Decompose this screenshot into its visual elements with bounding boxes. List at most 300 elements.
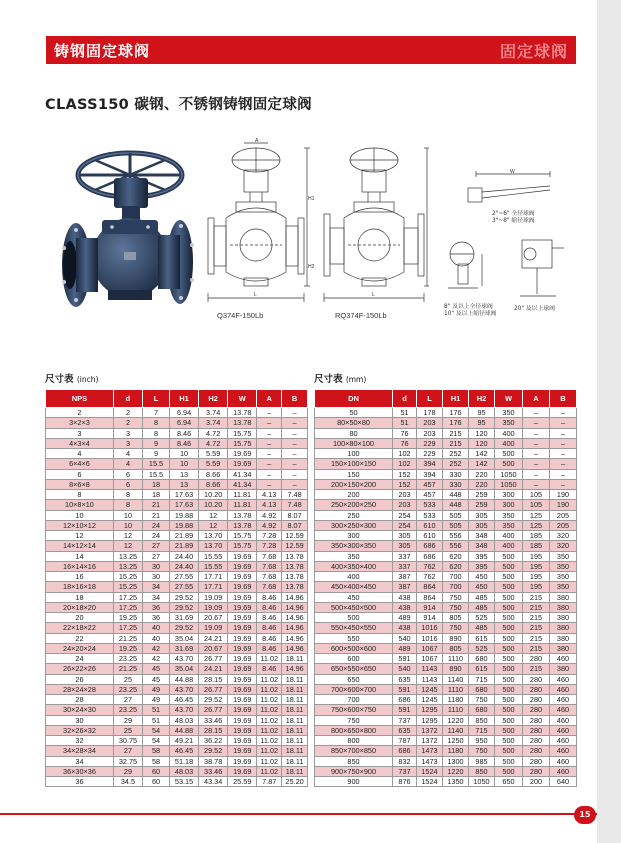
mm-table-cell: 500 — [495, 705, 523, 715]
inch-table-cell: 8.46 — [257, 613, 282, 623]
mm-table-cell: 500 — [495, 613, 523, 623]
inch-table-header-cell: A — [257, 390, 282, 408]
table-row — [46, 490, 308, 500]
mm-table-cell: 380 — [550, 613, 577, 623]
inch-table-cell: – — [282, 428, 308, 438]
mm-table-cell: 635 — [393, 725, 417, 735]
mm-table-cell: 252 — [443, 459, 469, 469]
mm-table-cell: 500 — [495, 592, 523, 602]
inch-table-cell: 41.34 — [228, 469, 257, 479]
inch-table-header-cell: L — [143, 390, 170, 408]
inch-table-cell: 24×20×24 — [46, 643, 114, 653]
inch-table-cell: 17.25 — [113, 602, 142, 612]
mm-table-cell: 500 — [495, 664, 523, 674]
inch-table-cell: 19.88 — [169, 510, 198, 520]
inch-table-cell: 7.28 — [257, 531, 282, 541]
inch-table-cell: 26×22×26 — [46, 664, 114, 674]
mm-table-cell: 300 — [315, 531, 393, 541]
mm-table-cell: 500 — [495, 623, 523, 633]
inch-table-title — [45, 371, 98, 385]
mm-dimension-table — [314, 389, 577, 787]
inch-table-cell: 19.69 — [228, 684, 257, 694]
inch-table-cell: 8×6×8 — [46, 479, 114, 489]
inch-table-cell: 44.88 — [169, 725, 198, 735]
mm-table-cell: 305 — [393, 531, 417, 541]
mm-table-cell: 300×250×300 — [315, 520, 393, 530]
inch-table-cell: 15.75 — [228, 531, 257, 541]
mm-table-cell: 259 — [469, 490, 495, 500]
inch-table-cell: – — [282, 408, 308, 418]
inch-table-cell: 10 — [169, 459, 198, 469]
inch-table-cell: 27 — [113, 695, 142, 705]
table-row — [46, 541, 308, 551]
inch-table-cell: 28.15 — [199, 725, 228, 735]
mm-table-cell: 203 — [417, 418, 443, 428]
mm-table-cell: 150 — [315, 469, 393, 479]
mm-table-cell: 380 — [550, 664, 577, 674]
mm-table-cell: 900 — [315, 777, 393, 787]
inch-table-cell: 18.11 — [282, 684, 308, 694]
inch-table-cell: 29.52 — [199, 695, 228, 705]
mm-table-cell: 102 — [393, 449, 417, 459]
mm-table-cell: 505 — [443, 510, 469, 520]
inch-table-cell: 19.69 — [228, 602, 257, 612]
table-row — [46, 623, 308, 633]
table-row — [46, 746, 308, 756]
mm-table-cell: 380 — [550, 633, 577, 643]
mm-table-cell: 890 — [443, 633, 469, 643]
mm-table-cell: 195 — [523, 551, 550, 561]
dim-label-l: L — [254, 292, 257, 298]
inch-table-cell: 60 — [143, 777, 170, 787]
inch-table-cell: 19.09 — [199, 602, 228, 612]
inch-table-cell: 29.52 — [169, 602, 198, 612]
mm-table-cell: 1350 — [443, 777, 469, 787]
inch-table-cell: 15.75 — [228, 428, 257, 438]
table-row — [46, 531, 308, 541]
inch-table-cell: 7.68 — [257, 572, 282, 582]
inch-table-cell: 8 — [113, 500, 142, 510]
inch-table-cell: 12 — [46, 531, 114, 541]
drawing-label-rq374f: RQ374F-150Lb — [335, 311, 387, 320]
inch-table-cell: 15.25 — [113, 572, 142, 582]
inch-table-cell: 19.69 — [228, 582, 257, 592]
mm-table-cell: 142 — [469, 459, 495, 469]
inch-table-cell: 42 — [143, 654, 170, 664]
mm-table-cell: 337 — [393, 561, 417, 571]
inch-table-cell: 8 — [46, 490, 114, 500]
mm-table-cell: 200 — [523, 777, 550, 787]
inch-table-title-text: 尺寸表 — [45, 374, 74, 385]
mm-table-cell: 650×550×650 — [315, 664, 393, 674]
mm-table-header-cell: B — [550, 390, 577, 408]
mm-table-cell: 500 — [315, 613, 393, 623]
table-row — [315, 613, 577, 623]
table-row — [315, 520, 577, 530]
mm-table-cell: 350 — [550, 561, 577, 571]
mm-table-cell: 387 — [393, 582, 417, 592]
mm-table-unit: (mm) — [345, 375, 367, 384]
mm-table-cell: 460 — [550, 736, 577, 746]
mm-table-cell: 102 — [393, 459, 417, 469]
mm-table-cell: 1067 — [417, 643, 443, 653]
table-row — [46, 695, 308, 705]
mm-table-cell: 380 — [550, 643, 577, 653]
inch-table-cell: – — [282, 469, 308, 479]
mm-table-cell: 438 — [393, 592, 417, 602]
inch-table-cell: 8.46 — [257, 664, 282, 674]
inch-table-cell: 7 — [143, 408, 170, 418]
inch-table-cell: 13.78 — [228, 408, 257, 418]
inch-table-cell: 19.69 — [228, 725, 257, 735]
mm-table-cell: – — [523, 408, 550, 418]
valve-drawing-q374f — [200, 138, 315, 310]
mm-table-cell: 229 — [417, 449, 443, 459]
mm-table-cell: 500 — [495, 674, 523, 684]
inch-table-cell: 7.68 — [257, 582, 282, 592]
inch-table-cell: 42 — [143, 643, 170, 653]
inch-table-cell: 11.02 — [257, 695, 282, 705]
mm-table-cell: 1050 — [495, 479, 523, 489]
mm-table-cell: 400×350×400 — [315, 561, 393, 571]
inch-table-cell: 22×18×22 — [46, 623, 114, 633]
inch-table-cell: 19.69 — [228, 736, 257, 746]
inch-table-cell: – — [257, 479, 282, 489]
mm-table-cell: 1250 — [443, 736, 469, 746]
inch-table-cell: 24 — [46, 654, 114, 664]
mm-table-cell: 450 — [469, 572, 495, 582]
inch-table-cell: 8.46 — [257, 623, 282, 633]
inch-table-cell: 13 — [169, 469, 198, 479]
mm-table-cell: 876 — [393, 777, 417, 787]
mm-table-cell: 305 — [469, 520, 495, 530]
table-row — [315, 582, 577, 592]
mm-table-cell: 125 — [523, 510, 550, 520]
mm-table-cell: 610 — [417, 531, 443, 541]
table-row — [315, 746, 577, 756]
mm-table-cell: 800 — [315, 736, 393, 746]
mm-table-cell: 350 — [495, 408, 523, 418]
inch-table-cell: 19.69 — [228, 664, 257, 674]
table-row — [46, 459, 308, 469]
inch-table-cell: 19.25 — [113, 643, 142, 653]
table-row — [46, 684, 308, 694]
inch-table-cell: 14.96 — [282, 664, 308, 674]
mm-table-cell: 620 — [443, 551, 469, 561]
inch-table-cell: 11.02 — [257, 725, 282, 735]
inch-table-cell: 19.69 — [228, 459, 257, 469]
inch-table-cell: 14.96 — [282, 633, 308, 643]
table-row — [46, 654, 308, 664]
mm-table-title — [314, 371, 366, 385]
inch-table-cell: 4 — [113, 459, 142, 469]
mm-table-cell: 750 — [443, 602, 469, 612]
mm-table-cell: 450×400×450 — [315, 582, 393, 592]
inch-table-cell: 32×26×32 — [46, 725, 114, 735]
mm-table-cell: 550 — [315, 633, 393, 643]
mm-table-cell: 280 — [523, 674, 550, 684]
mm-table-cell: 750 — [443, 623, 469, 633]
inch-table-cell: 25.20 — [282, 777, 308, 787]
large-gear-note: 20" 及以上球阀 — [514, 306, 555, 312]
inch-table-cell: 27 — [143, 551, 170, 561]
inch-table-cell: 26.77 — [199, 684, 228, 694]
mm-table-cell: 300 — [495, 490, 523, 500]
mm-table-cell: 505 — [443, 520, 469, 530]
mm-table-cell: 686 — [417, 551, 443, 561]
mm-table-cell: 280 — [523, 695, 550, 705]
mm-table-cell: 80 — [315, 428, 393, 438]
inch-table-cell: 15.75 — [228, 438, 257, 448]
inch-table-cell: 23.25 — [113, 705, 142, 715]
inch-table-header-cell: B — [282, 390, 308, 408]
mm-table-header-cell: H1 — [443, 390, 469, 408]
inch-table-cell: 8.46 — [169, 438, 198, 448]
inch-table-cell: 25 — [113, 674, 142, 684]
mm-table-cell: 591 — [393, 654, 417, 664]
table-row — [315, 418, 577, 428]
inch-table-cell: 14.96 — [282, 602, 308, 612]
inch-table-cell: 4.72 — [199, 438, 228, 448]
mm-table-cell: 380 — [550, 592, 577, 602]
inch-table-header-cell: W — [228, 390, 257, 408]
table-row — [315, 459, 577, 469]
inch-table-cell: 49 — [143, 684, 170, 694]
inch-table-cell: 19.69 — [228, 561, 257, 571]
inch-table-cell: 26.77 — [199, 654, 228, 664]
inch-table-cell: 11.02 — [257, 766, 282, 776]
inch-table-cell: 11.81 — [228, 500, 257, 510]
inch-table-cell: 13.78 — [228, 418, 257, 428]
mm-table-cell: 105 — [523, 500, 550, 510]
mm-table-cell: 280 — [523, 736, 550, 746]
inch-table-cell: 19.88 — [169, 520, 198, 530]
mm-table-cell: 120 — [469, 428, 495, 438]
dim-label-l-2: L — [372, 292, 375, 298]
table-row — [315, 602, 577, 612]
table-row — [315, 449, 577, 459]
inch-table-cell: 19.69 — [228, 674, 257, 684]
inch-table-cell: 53.15 — [169, 777, 198, 787]
inch-table-cell: 35.04 — [169, 633, 198, 643]
mm-table-cell: 686 — [417, 541, 443, 551]
mm-table-cell: 1372 — [417, 725, 443, 735]
mm-table-cell: 190 — [550, 500, 577, 510]
mm-table-cell: 1016 — [417, 633, 443, 643]
mm-table-cell: 95 — [469, 418, 495, 428]
table-row — [46, 613, 308, 623]
table-row — [315, 479, 577, 489]
mm-table-cell: 680 — [469, 684, 495, 694]
gearbox-note-line-2: 10" 及以上缩径球阀 — [444, 311, 497, 317]
inch-table-cell: 10 — [46, 510, 114, 520]
inch-table-cell: 19.69 — [228, 746, 257, 756]
inch-table-cell: 34 — [143, 592, 170, 602]
inch-table-cell: 4.13 — [257, 500, 282, 510]
inch-table-cell: 18.11 — [282, 746, 308, 756]
mm-table-cell: 950 — [469, 736, 495, 746]
mm-table-header-cell: DN — [315, 390, 393, 408]
table-row — [46, 592, 308, 602]
inch-table-cell: 19.69 — [228, 756, 257, 766]
inch-table-cell: 13.25 — [113, 561, 142, 571]
inch-table-cell: 19.69 — [228, 551, 257, 561]
inch-table-cell: 48.03 — [169, 766, 198, 776]
inch-table-cell: – — [282, 449, 308, 459]
mm-table-cell: 305 — [393, 541, 417, 551]
mm-table-cell: 50 — [315, 408, 393, 418]
mm-table-cell: 1067 — [417, 654, 443, 664]
inch-table-cell: 13.78 — [228, 520, 257, 530]
inch-table-cell: 54 — [143, 736, 170, 746]
mm-table-cell: 300 — [495, 500, 523, 510]
mm-table-cell: 280 — [523, 756, 550, 766]
table-row — [315, 643, 577, 653]
table-row — [46, 705, 308, 715]
mm-table-cell: 254 — [393, 510, 417, 520]
mm-table-cell: 250×200×250 — [315, 500, 393, 510]
table-row — [46, 582, 308, 592]
mm-table-cell: – — [550, 459, 577, 469]
inch-table-cell: – — [282, 438, 308, 448]
mm-table-cell: 76 — [393, 438, 417, 448]
inch-table-cell: 58 — [143, 746, 170, 756]
inch-table-cell: 27.55 — [169, 572, 198, 582]
inch-table-cell: 35.04 — [169, 664, 198, 674]
mm-table-cell: 350 — [495, 418, 523, 428]
inch-table-cell: 54 — [143, 725, 170, 735]
inch-table-header-cell: H1 — [169, 390, 198, 408]
table-row — [46, 510, 308, 520]
mm-table-cell: 460 — [550, 695, 577, 705]
mm-table-cell: 556 — [443, 541, 469, 551]
mm-table-cell: 762 — [417, 561, 443, 571]
inch-table-cell: 29 — [113, 715, 142, 725]
inch-table-cell: 32 — [46, 736, 114, 746]
inch-table-cell: 4.92 — [257, 510, 282, 520]
gearbox-operator-drawing — [440, 238, 500, 300]
table-row — [46, 561, 308, 571]
mm-table-cell: 80×50×80 — [315, 418, 393, 428]
mm-table-cell: 460 — [550, 715, 577, 725]
inch-table-cell: 43.34 — [199, 777, 228, 787]
table-row — [315, 705, 577, 715]
lever-note-line-1: 2"~6" 全径球阀 — [492, 211, 535, 217]
table-row — [315, 633, 577, 643]
inch-table-cell: 30 — [46, 715, 114, 725]
table-row — [315, 469, 577, 479]
mm-table-cell: 500 — [495, 654, 523, 664]
mm-table-cell: 500 — [495, 449, 523, 459]
inch-table-cell: 19.69 — [228, 705, 257, 715]
mm-table-cell: 460 — [550, 766, 577, 776]
inch-table-cell: 15.5 — [143, 469, 170, 479]
mm-table-cell: 220 — [469, 479, 495, 489]
inch-table-cell: 36 — [143, 602, 170, 612]
inch-table-cell: 24.21 — [199, 633, 228, 643]
table-row — [315, 592, 577, 602]
mm-table-cell: 195 — [523, 582, 550, 592]
table-row — [315, 756, 577, 766]
table-row — [46, 756, 308, 766]
mm-table-cell: 438 — [393, 602, 417, 612]
mm-table-cell: 600 — [315, 654, 393, 664]
mm-table-cell: – — [523, 479, 550, 489]
mm-table-cell: 252 — [443, 449, 469, 459]
mm-table-cell: 215 — [523, 613, 550, 623]
mm-table-cell: 1016 — [417, 623, 443, 633]
inch-table-cell: 19.69 — [228, 592, 257, 602]
mm-table-cell: 485 — [469, 592, 495, 602]
table-row — [315, 572, 577, 582]
table-row — [46, 643, 308, 653]
inch-table-cell: 13.78 — [282, 572, 308, 582]
mm-table-cell: 215 — [523, 664, 550, 674]
inch-table-cell: 12 — [199, 510, 228, 520]
mm-table-cell: 185 — [523, 541, 550, 551]
inch-table-cell: 28 — [46, 695, 114, 705]
inch-table-cell: 15.55 — [199, 551, 228, 561]
inch-table-cell: 14.96 — [282, 643, 308, 653]
mm-table-cell: 280 — [523, 705, 550, 715]
inch-table-cell: 11.02 — [257, 705, 282, 715]
mm-table-cell: 215 — [523, 633, 550, 643]
table-row — [315, 654, 577, 664]
mm-table-cell: 460 — [550, 684, 577, 694]
inch-table-cell: 4.13 — [257, 490, 282, 500]
inch-table-cell: 8.07 — [282, 510, 308, 520]
inch-table-cell: 22 — [46, 633, 114, 643]
inch-table-cell: 18.11 — [282, 705, 308, 715]
inch-table-cell: 6 — [113, 479, 142, 489]
inch-table-cell: 11.02 — [257, 736, 282, 746]
inch-table-cell: 21.89 — [169, 531, 198, 541]
mm-table-cell: 500 — [495, 746, 523, 756]
mm-table-cell: 600×500×600 — [315, 643, 393, 653]
inch-table-cell: 18 — [143, 490, 170, 500]
inch-table-cell: 19.69 — [228, 623, 257, 633]
inch-table-cell: 21.25 — [113, 664, 142, 674]
inch-table-cell: 43.70 — [169, 684, 198, 694]
inch-table-cell: 2 — [46, 408, 114, 418]
table-row — [315, 541, 577, 551]
inch-table-cell: 15.75 — [228, 541, 257, 551]
inch-table-cell: 25 — [113, 725, 142, 735]
inch-table-cell: 29 — [113, 766, 142, 776]
mm-table-cell: 805 — [443, 643, 469, 653]
inch-table-cell: 9 — [143, 449, 170, 459]
inch-table-cell: 36 — [46, 777, 114, 787]
inch-table-cell: – — [282, 418, 308, 428]
mm-table-cell: 350 — [315, 551, 393, 561]
mm-table-cell: 337 — [393, 551, 417, 561]
inch-table-cell: 6 — [46, 469, 114, 479]
inch-table-cell: 8.66 — [199, 479, 228, 489]
inch-table-cell: 15.55 — [199, 561, 228, 571]
inch-table-cell: 34×28×34 — [46, 746, 114, 756]
inch-table-cell: 28×24×28 — [46, 684, 114, 694]
inch-table-cell: 18 — [46, 592, 114, 602]
table-row — [315, 664, 577, 674]
inch-table-cell: 14 — [46, 551, 114, 561]
mm-table-cell: 280 — [523, 766, 550, 776]
mm-table-cell: 700 — [443, 582, 469, 592]
mm-table-cell: – — [550, 418, 577, 428]
large-gear-operator-drawing — [510, 234, 570, 304]
table-row — [46, 725, 308, 735]
mm-table-cell: 460 — [550, 725, 577, 735]
mm-table-cell: – — [523, 469, 550, 479]
